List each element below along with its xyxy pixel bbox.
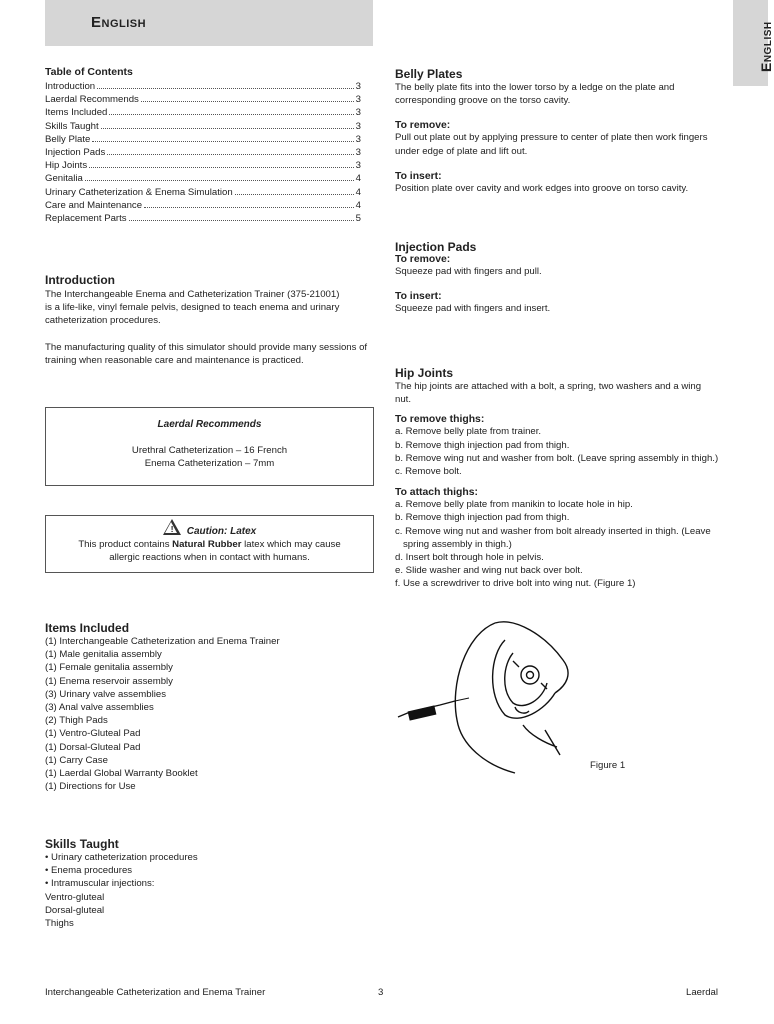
attach-thighs-heading: To attach thighs: xyxy=(395,487,478,499)
introduction-section xyxy=(45,273,375,367)
footer-title: Interchangeable Catheterization and Enema Trainer xyxy=(45,987,266,998)
hip-cavity xyxy=(493,640,555,718)
warning-triangle-icon xyxy=(163,519,181,535)
toc-entry-page: 3 xyxy=(355,160,361,172)
table-of-contents xyxy=(45,66,361,225)
toc-entry-label: Introduction xyxy=(45,81,96,92)
screwdriver-tip xyxy=(455,698,469,701)
page-number: 3 xyxy=(378,987,384,998)
skill-sub-item: Dorsal-gluteal xyxy=(45,904,105,916)
toc-entry xyxy=(45,93,361,106)
remove-step: b. Remove wing nut and washer from bolt. (Leave spring assembly in thigh.) xyxy=(395,452,719,464)
caution-line-2: allergic reactions when in contact with humans. xyxy=(109,552,310,563)
attach-step: f. Use a screwdriver to drive bolt into wing nut. (Figure 1) xyxy=(395,578,636,590)
toc-entry-page: 5 xyxy=(355,213,361,225)
belly-insert-text: Position plate over cavity and work edges into groove on torso cavity. xyxy=(395,182,689,194)
toc-leader-dots xyxy=(107,154,353,155)
injection-pads-section xyxy=(395,240,730,315)
attach-step: a. Remove belly plate from manikin to locate hole in hip. xyxy=(395,499,633,511)
included-item: (3) Urinary valve assemblies xyxy=(45,688,167,700)
belly-plates-section xyxy=(395,67,730,195)
included-item: (1) Laerdal Global Warranty Booklet xyxy=(45,768,198,780)
toc-entry-label: Laerdal Recommends xyxy=(45,94,139,106)
cavity-inner xyxy=(505,653,547,706)
recommends-line-1: Urethral Catheterization – 16 French xyxy=(131,445,288,456)
attach-step: d. Insert bolt through hole in pelvis. xyxy=(395,552,544,564)
included-item: (2) Thigh Pads xyxy=(45,715,108,727)
toc-title: Table of Contents xyxy=(45,66,133,78)
belly-remove-heading: To remove: xyxy=(395,120,451,132)
included-item: (1) Directions for Use xyxy=(45,781,136,793)
belly-insert-heading: To insert: xyxy=(395,170,442,182)
skill-item: • Intramuscular injections: xyxy=(45,878,155,890)
remove-step: c. Remove bolt. xyxy=(395,466,462,478)
toc-entry-label: Genitalia xyxy=(45,173,83,185)
toc-entry xyxy=(45,133,361,146)
toc-entry-page: 3 xyxy=(355,120,361,132)
toc-entry xyxy=(45,172,361,185)
remove-thighs-heading: To remove thighs: xyxy=(395,414,485,426)
toc-entry-label: Items Included xyxy=(45,107,108,119)
intro-line: The Interchangeable Enema and Catheterization Trainer (375-21001) xyxy=(45,289,340,300)
toc-entry-page: 3 xyxy=(355,81,361,92)
caution-text-post: latex which may cause xyxy=(241,539,341,550)
intro-line: The manufacturing quality of this simulator should provide many sessions of xyxy=(45,341,368,353)
included-item: (1) Ventro-Gluteal Pad xyxy=(45,728,141,740)
wing-nut xyxy=(521,666,539,684)
toc-leader-dots xyxy=(101,128,354,129)
toc-entry-label: Care and Maintenance xyxy=(45,199,143,211)
language-header-band xyxy=(45,0,373,46)
toc-leader-dots xyxy=(141,101,354,102)
belly-plates-intro xyxy=(395,81,730,107)
skill-item: • Urinary catheterization procedures xyxy=(45,852,198,863)
skill-sub-item: Ventro-gluteal xyxy=(45,891,105,903)
toc-entry-page: 3 xyxy=(355,94,361,106)
pads-remove-text: Squeeze pad with fingers and pull. xyxy=(395,266,542,277)
toc-entry xyxy=(45,186,361,199)
skills-taught-heading: Skills Taught xyxy=(45,837,119,851)
toc-entry-label: Urinary Catheterization & Enema Simulation xyxy=(45,186,233,198)
footer-brand: Laerdal xyxy=(686,987,719,998)
toc-leader-dots xyxy=(235,194,354,195)
toc-leader-dots xyxy=(85,180,354,181)
toc-entry-page: 3 xyxy=(355,107,361,119)
belly-plates-heading: Belly Plates xyxy=(395,67,463,81)
included-item: (3) Anal valve assemblies xyxy=(45,702,154,714)
toc-leader-dots xyxy=(129,220,354,221)
toc-entry-page: 4 xyxy=(355,186,361,198)
injection-pads-heading: Injection Pads xyxy=(395,240,477,254)
toc-entry-label: Belly Plate xyxy=(45,133,91,145)
included-item: (1) Male genitalia assembly xyxy=(45,649,162,661)
screwdriver-handle xyxy=(408,706,435,720)
skills-sub-list xyxy=(45,891,375,931)
belly-remove-text xyxy=(395,131,730,157)
caution-latex-box xyxy=(45,515,374,573)
text-line: Pull out plate out by applying pressure to center of plate then work fingers xyxy=(395,132,708,144)
toc-entry xyxy=(45,159,361,172)
introduction-paragraph-2 xyxy=(45,341,375,367)
skills-taught-list xyxy=(45,851,375,891)
text-line: The belly plate fits into the lower torso by a ledge on the plate and xyxy=(395,82,675,93)
remove-step: a. Remove belly plate from trainer. xyxy=(395,426,542,438)
toc-list xyxy=(45,80,361,225)
toc-entry-page: 3 xyxy=(355,147,361,159)
toc-entry-page: 4 xyxy=(355,173,361,185)
toc-leader-dots xyxy=(97,88,354,89)
attach-step: b. Remove thigh injection pad from thigh. xyxy=(395,512,570,524)
skill-item: • Enema procedures xyxy=(45,865,133,877)
toc-leader-dots xyxy=(89,167,354,168)
intro-line: is a life-like, vinyl female pelvis, designed to teach enema and urinary xyxy=(45,302,340,314)
toc-entry-page: 4 xyxy=(355,199,361,211)
skill-sub-item: Thighs xyxy=(45,918,74,930)
caution-text-bold: Natural Rubber xyxy=(172,539,242,550)
language-label: English xyxy=(91,14,147,31)
laerdal-recommends-box xyxy=(45,407,374,486)
hip-joints-intro xyxy=(395,380,730,406)
washer xyxy=(515,707,529,713)
included-item: (1) Carry Case xyxy=(45,754,108,766)
caution-title-row xyxy=(46,519,373,538)
thigh-edge xyxy=(523,725,560,755)
recommends-line-2: Enema Catheterization – 7mm xyxy=(144,458,275,469)
pelvis-outline xyxy=(455,623,515,773)
introduction-heading: Introduction xyxy=(45,273,115,287)
introduction-paragraph-1 xyxy=(45,288,375,328)
hip-joints-section xyxy=(395,366,730,591)
included-item: (1) Interchangeable Catheterization and Enema Trainer xyxy=(45,636,280,647)
language-side-tab xyxy=(733,0,774,86)
remove-thighs-steps xyxy=(395,425,730,478)
attach-step: e. Slide washer and wing nut back over bolt. xyxy=(395,565,583,577)
pads-remove-heading: To remove: xyxy=(395,254,451,265)
toc-entry xyxy=(45,120,361,133)
toc-entry-label: Hip Joints xyxy=(45,160,88,172)
pads-insert-heading: To insert: xyxy=(395,291,442,303)
toc-leader-dots xyxy=(109,114,353,115)
intro-line: training when reasonable care and maintenance is practiced. xyxy=(45,354,304,366)
caution-line-1 xyxy=(46,538,373,551)
toc-entry xyxy=(45,199,361,212)
items-included-list xyxy=(45,635,375,793)
figure-caption: Figure 1 xyxy=(590,760,626,771)
toc-leader-dots xyxy=(92,141,353,142)
included-item: (1) Female genitalia assembly xyxy=(45,662,173,674)
toc-entry xyxy=(45,146,361,159)
toc-entry xyxy=(45,212,361,225)
pads-insert-text: Squeeze pad with fingers and insert. xyxy=(395,303,551,315)
attach-thighs-steps xyxy=(395,498,725,590)
pelvis-rim xyxy=(495,622,568,693)
toc-entry-label: Skills Taught xyxy=(45,120,99,132)
bolt-head xyxy=(527,672,534,679)
warning-symbol: ! xyxy=(170,525,174,534)
text-line: under edge of plate and lift out. xyxy=(395,145,528,157)
hip-joints-heading: Hip Joints xyxy=(395,366,454,380)
figure-1-illustration xyxy=(395,615,575,777)
toc-entry xyxy=(45,80,361,93)
side-tab-label: English xyxy=(758,21,774,72)
toc-entry-label: Injection Pads xyxy=(45,147,106,159)
toc-leader-dots xyxy=(144,207,354,208)
attach-step: c. Remove wing nut and washer from bolt already inserted in thigh. (Leave spring assembly in thigh.) xyxy=(395,525,711,550)
toc-entry-page: 3 xyxy=(355,133,361,145)
wing-nut-wings xyxy=(513,661,547,689)
caution-title: Caution: Latex xyxy=(186,526,257,537)
items-included-heading: Items Included xyxy=(45,621,130,635)
text-line: The hip joints are attached with a bolt, a spring, two washers and a wing xyxy=(395,381,702,392)
recommends-title: Laerdal Recommends xyxy=(157,419,262,430)
toc-entry xyxy=(45,106,361,119)
caution-text-pre: This product contains xyxy=(78,539,173,550)
text-line: corresponding groove on the torso cavity. xyxy=(395,95,571,107)
remove-step: b. Remove thigh injection pad from thigh. xyxy=(395,439,570,451)
text-line: nut. xyxy=(395,394,412,406)
skills-taught-section xyxy=(45,837,375,930)
toc-entry-label: Replacement Parts xyxy=(45,213,127,225)
intro-line: catheterization procedures. xyxy=(45,315,161,327)
included-item: (1) Dorsal-Gluteal Pad xyxy=(45,741,141,753)
items-included-section xyxy=(45,621,375,793)
included-item: (1) Enema reservoir assembly xyxy=(45,675,173,687)
